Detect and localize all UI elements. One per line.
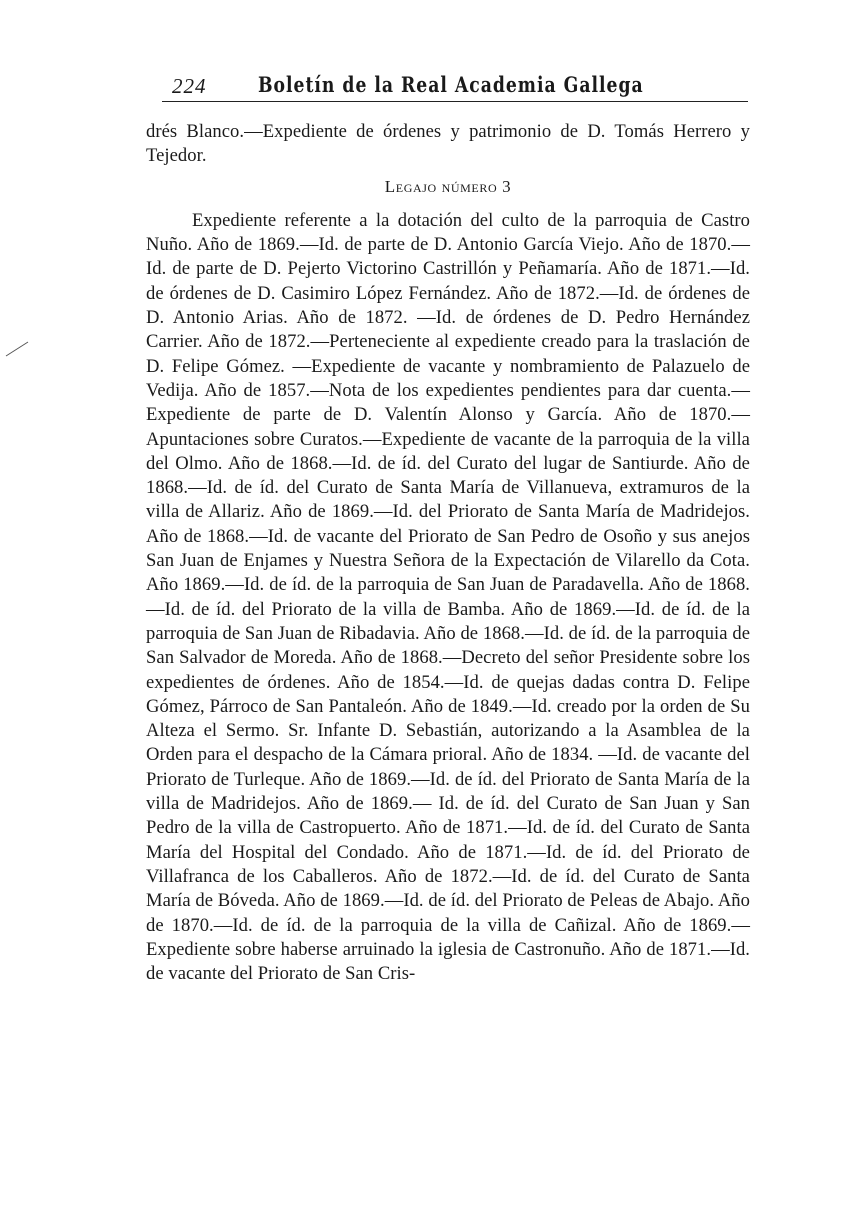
section-heading: Legajo número 3 [384, 176, 512, 196]
margin-mark-icon [4, 338, 34, 358]
body-text [146, 120, 750, 986]
journal-title: Boletín de la Real Academia Gallega [258, 72, 644, 97]
main-paragraph: Expediente referente a la dotación del culto de la parroquia de Castro Nuño. Año de 1869.—Id. de parte de D. Antonio García Viejo. Año de 1870.—Id. de parte de D. Pejerto Victorino Castrillón y Peñamaría. Año de 1871.—Id. de órdenes de D. Casimiro López Fernández. Año de 1872.—Id. de órdenes de D. Antonio Arias. Año de 1872. —Id. de órdenes de D. Pedro Hernández Carrier. Año de 1872.—Perteneciente al expediente creado para la traslación de D. Felipe Gómez. —Expediente de vacante y nombramiento de Palazuelo de Vedija. Año de 1857.—Nota de los expedientes pendientes para dar cuenta.— Expediente de parte de D. Valentín Alonso y García. Año de 1870.— Apuntaciones sobre Curatos.—Expediente de vacante de la parroquia de la villa del Olmo. Año de 1868.—Id. de íd. del Curato del lugar de Santiurde. Año de 1868.—Id. de íd. del Curato de Santa María de Villanueva, extramuros de la villa de Allariz. Año de 1869.—Id. del Priorato de Santa María de Madridejos. Año de 1868.—Id. de vacante del Priorato de San Pedro de Osoño y sus anejos San Juan de Enjames y Nuestra Señora de la Expectación de Vilarello da Cota. Año 1869.—Id. de íd. de la parroquia de San Juan de Paradavella. Año de 1868.—Id. de íd. del Priorato de la villa de Bamba. Año de 1869.—Id. de íd. de la parroquia de San Juan de Ribadavia. Año de 1868.—Id. de íd. de la parroquia de San Salvador de Moreda. Año de 1868.—Decreto del señor Presidente sobre los expedientes de órdenes. Año de 1854.—Id. de quejas dadas contra D. Felipe Gómez, Párroco de San Pantaleón. Año de 1849.—Id. creado por la orden de Su Alteza el Sermo. Sr. Infante D. Sebastián, autorizando a la Asamblea de la Orden para el despacho de la Cámara prioral. Año de 1834. —Id. de vacante del Priorato de Turleque. Año de 1869.—Id. de íd. del Priorato de Santa María de la villa de Madridejos. Año de 1869.— Id. de íd. del Curato de San Juan y San Pedro de la villa de Castropuerto. Año de 1871.—Id. de íd. del Curato de Santa María del Hospital del Condado. Año de 1871.—Id. de íd. del Priorato de Villafranca de los Caballeros. Año de 1872.—Id. de íd. del Curato de Santa María de Bóveda. Año de 1869.—Id. de íd. del Priorato de Peleas de Abajo. Año de 1870.—Id. de íd. de la parroquia de la villa de Cañizal. Año de 1869.—Expediente sobre haberse arruinado la iglesia de Castronuño. Año de 1871.—Id. de vacante del Priorato de San Cris- [146, 209, 750, 985]
intro-paragraph: drés Blanco.—Expediente de órdenes y patrimonio de D. Tomás Herrero y Tejedor. [146, 121, 750, 167]
page-number: 224 [172, 74, 207, 98]
header-rule [162, 101, 748, 102]
running-header [160, 70, 750, 100]
